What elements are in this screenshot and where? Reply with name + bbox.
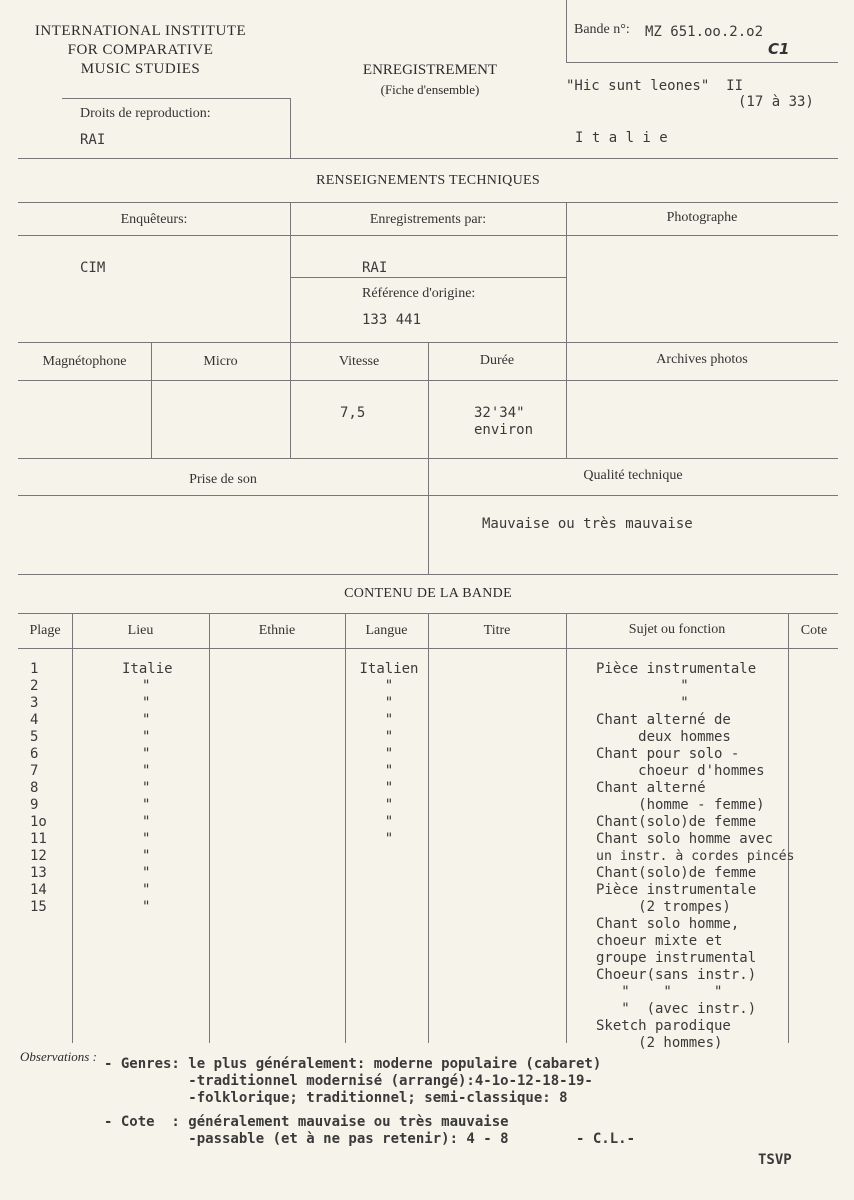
langue-cell: " — [384, 729, 394, 745]
sujet-cell: Sketch parodique — [596, 1018, 731, 1034]
reference-label: Référence d'origine: — [362, 286, 476, 301]
qualite-value: Mauvaise ou très mauvaise — [482, 516, 693, 532]
observation-line: - Genres: le plus généralement: moderne populaire (cabaret) — [104, 1056, 602, 1072]
col-langue: Langue — [365, 623, 408, 638]
lieu-cell: " — [142, 814, 151, 830]
lieu-cell: Italie — [122, 661, 173, 677]
plage-cell: 1 — [30, 661, 39, 677]
micro-label: Micro — [203, 354, 238, 369]
institute-name — [18, 22, 263, 79]
sujet-cell: groupe instrumental — [596, 950, 757, 966]
sujet-cell: choeur d'hommes — [596, 763, 765, 779]
sujet-cell: Chant(solo)de femme — [596, 814, 757, 830]
plage-column — [30, 661, 70, 916]
langue-cell: " — [384, 763, 394, 779]
droits-label: Droits de reproduction: — [80, 106, 211, 121]
sujet-cell: " — [596, 695, 689, 711]
lieu-cell: " — [142, 780, 151, 796]
institute-line-3: MUSIC STUDIES — [80, 61, 201, 77]
langue-cell: " — [384, 695, 394, 711]
institute-line-2: FOR COMPARATIVE — [67, 42, 214, 58]
langue-cell: " — [384, 780, 394, 796]
langue-cell: " — [384, 746, 394, 762]
bande-number: MZ 651.oo.2.o2 — [645, 24, 764, 40]
photographe-label: Photographe — [666, 210, 738, 225]
institute-line-1: INTERNATIONAL INSTITUTE — [34, 23, 247, 39]
duree-label: Durée — [479, 353, 515, 368]
plage-cell: 4 — [30, 712, 39, 728]
plage-cell: 14 — [30, 882, 47, 898]
vitesse-label: Vitesse — [338, 354, 380, 369]
country-value: I t a l i e — [575, 130, 668, 146]
sujet-cell: (2 hommes) — [596, 1035, 723, 1051]
plage-cell: 6 — [30, 746, 39, 762]
observation-line: -passable (et à ne pas retenir): 4 - 8 - C.L.- — [104, 1131, 636, 1147]
lieu-cell: " — [142, 712, 151, 728]
langue-cell: Italien — [359, 661, 419, 677]
observation-line: -traditionnel modernisé (arrangé):4-1o-12-18-19- — [104, 1073, 593, 1089]
plage-cell: 1o — [30, 814, 47, 830]
sujet-cell: un instr. à cordes pincés — [596, 849, 795, 864]
recording-title-line-1: "Hic sunt leones" II — [566, 78, 744, 94]
col-ethnie: Ethnie — [258, 623, 296, 638]
langue-cell: " — [384, 797, 394, 813]
bande-handwritten-mark: C1 — [768, 40, 790, 58]
lieu-column — [122, 661, 202, 916]
plage-cell: 7 — [30, 763, 39, 779]
sujet-cell: Pièce instrumentale — [596, 661, 757, 677]
archives-label: Archives photos — [656, 352, 748, 367]
col-titre: Titre — [483, 623, 511, 638]
enregistrements-value: RAI — [362, 260, 388, 276]
lieu-cell: " — [142, 746, 151, 762]
sujet-cell: Chant alterné — [596, 780, 706, 796]
content-section-title: CONTENU DE LA BANDE — [344, 586, 512, 601]
document-subtitle: (Fiche d'ensemble) — [380, 82, 480, 97]
sujet-cell: Chant solo homme avec — [596, 831, 774, 847]
col-lieu: Lieu — [127, 623, 154, 638]
observations-label: Observations : — [20, 1049, 97, 1064]
observation-line: - Cote : généralement mauvaise ou très mauvaise — [104, 1114, 509, 1130]
vitesse-value: 7,5 — [340, 405, 366, 421]
sujet-cell: Chant solo homme, — [596, 916, 740, 932]
droits-value: RAI — [80, 132, 106, 148]
plage-cell: 13 — [30, 865, 47, 881]
lieu-cell: " — [142, 882, 151, 898]
sujet-cell: choeur mixte et — [596, 933, 723, 949]
sujet-cell: Choeur(sans instr.) — [596, 967, 757, 983]
langue-cell: " — [384, 678, 394, 694]
sujet-cell: Pièce instrumentale — [596, 882, 757, 898]
enqueteurs-value: CIM — [80, 260, 106, 276]
reference-value: 133 441 — [362, 312, 422, 328]
lieu-cell: " — [142, 678, 151, 694]
langue-column — [352, 661, 426, 848]
lieu-cell: " — [142, 797, 151, 813]
plage-cell: 8 — [30, 780, 39, 796]
observations-block — [104, 1056, 844, 1148]
sujet-cell: Chant(solo)de femme — [596, 865, 757, 881]
lieu-cell: " — [142, 763, 151, 779]
lieu-cell: " — [142, 865, 151, 881]
qualite-label: Qualité technique — [583, 468, 683, 483]
document-title: ENREGISTREMENT — [362, 62, 498, 78]
duree-value: 32'34" — [474, 405, 525, 421]
recording-title-line-2: (17 à 33) — [738, 94, 814, 110]
plage-cell: 15 — [30, 899, 47, 915]
sujet-column — [596, 661, 846, 1052]
plage-cell: 9 — [30, 797, 39, 813]
tsvp-note: TSVP — [758, 1152, 792, 1168]
lieu-cell: " — [142, 831, 151, 847]
sujet-cell: (homme - femme) — [596, 797, 765, 813]
plage-cell: 5 — [30, 729, 39, 745]
prise-de-son-label: Prise de son — [189, 472, 257, 487]
plage-cell: 3 — [30, 695, 39, 711]
plage-cell: 12 — [30, 848, 47, 864]
sujet-cell: " " " — [596, 984, 723, 1000]
technical-section-title: RENSEIGNEMENTS TECHNIQUES — [316, 173, 540, 188]
lieu-cell: " — [142, 695, 151, 711]
lieu-cell: " — [142, 729, 151, 745]
langue-cell: " — [384, 712, 394, 728]
langue-cell: " — [384, 831, 394, 847]
bande-label: Bande n°: — [574, 22, 630, 37]
lieu-cell: " — [142, 899, 151, 915]
langue-cell: " — [384, 814, 394, 830]
col-cote: Cote — [800, 623, 828, 638]
enregistrements-label: Enregistrements par: — [369, 212, 487, 227]
observation-line: -folklorique; traditionnel; semi-classique: 8 — [104, 1090, 568, 1106]
magnetophone-label: Magnétophone — [42, 354, 127, 369]
col-sujet: Sujet ou fonction — [628, 622, 726, 637]
sujet-cell: " (avec instr.) — [596, 1001, 757, 1017]
col-plage: Plage — [29, 623, 61, 638]
sujet-cell: Chant pour solo - — [596, 746, 740, 762]
sujet-cell: (2 trompes) — [596, 899, 731, 915]
sujet-cell: Chant alterné de — [596, 712, 731, 728]
sujet-cell: deux hommes — [596, 729, 731, 745]
lieu-cell: " — [142, 848, 151, 864]
duree-approx: environ — [474, 422, 534, 438]
plage-cell: 11 — [30, 831, 47, 847]
enqueteurs-label: Enquêteurs: — [120, 212, 188, 227]
sujet-cell: " — [596, 678, 689, 694]
plage-cell: 2 — [30, 678, 39, 694]
